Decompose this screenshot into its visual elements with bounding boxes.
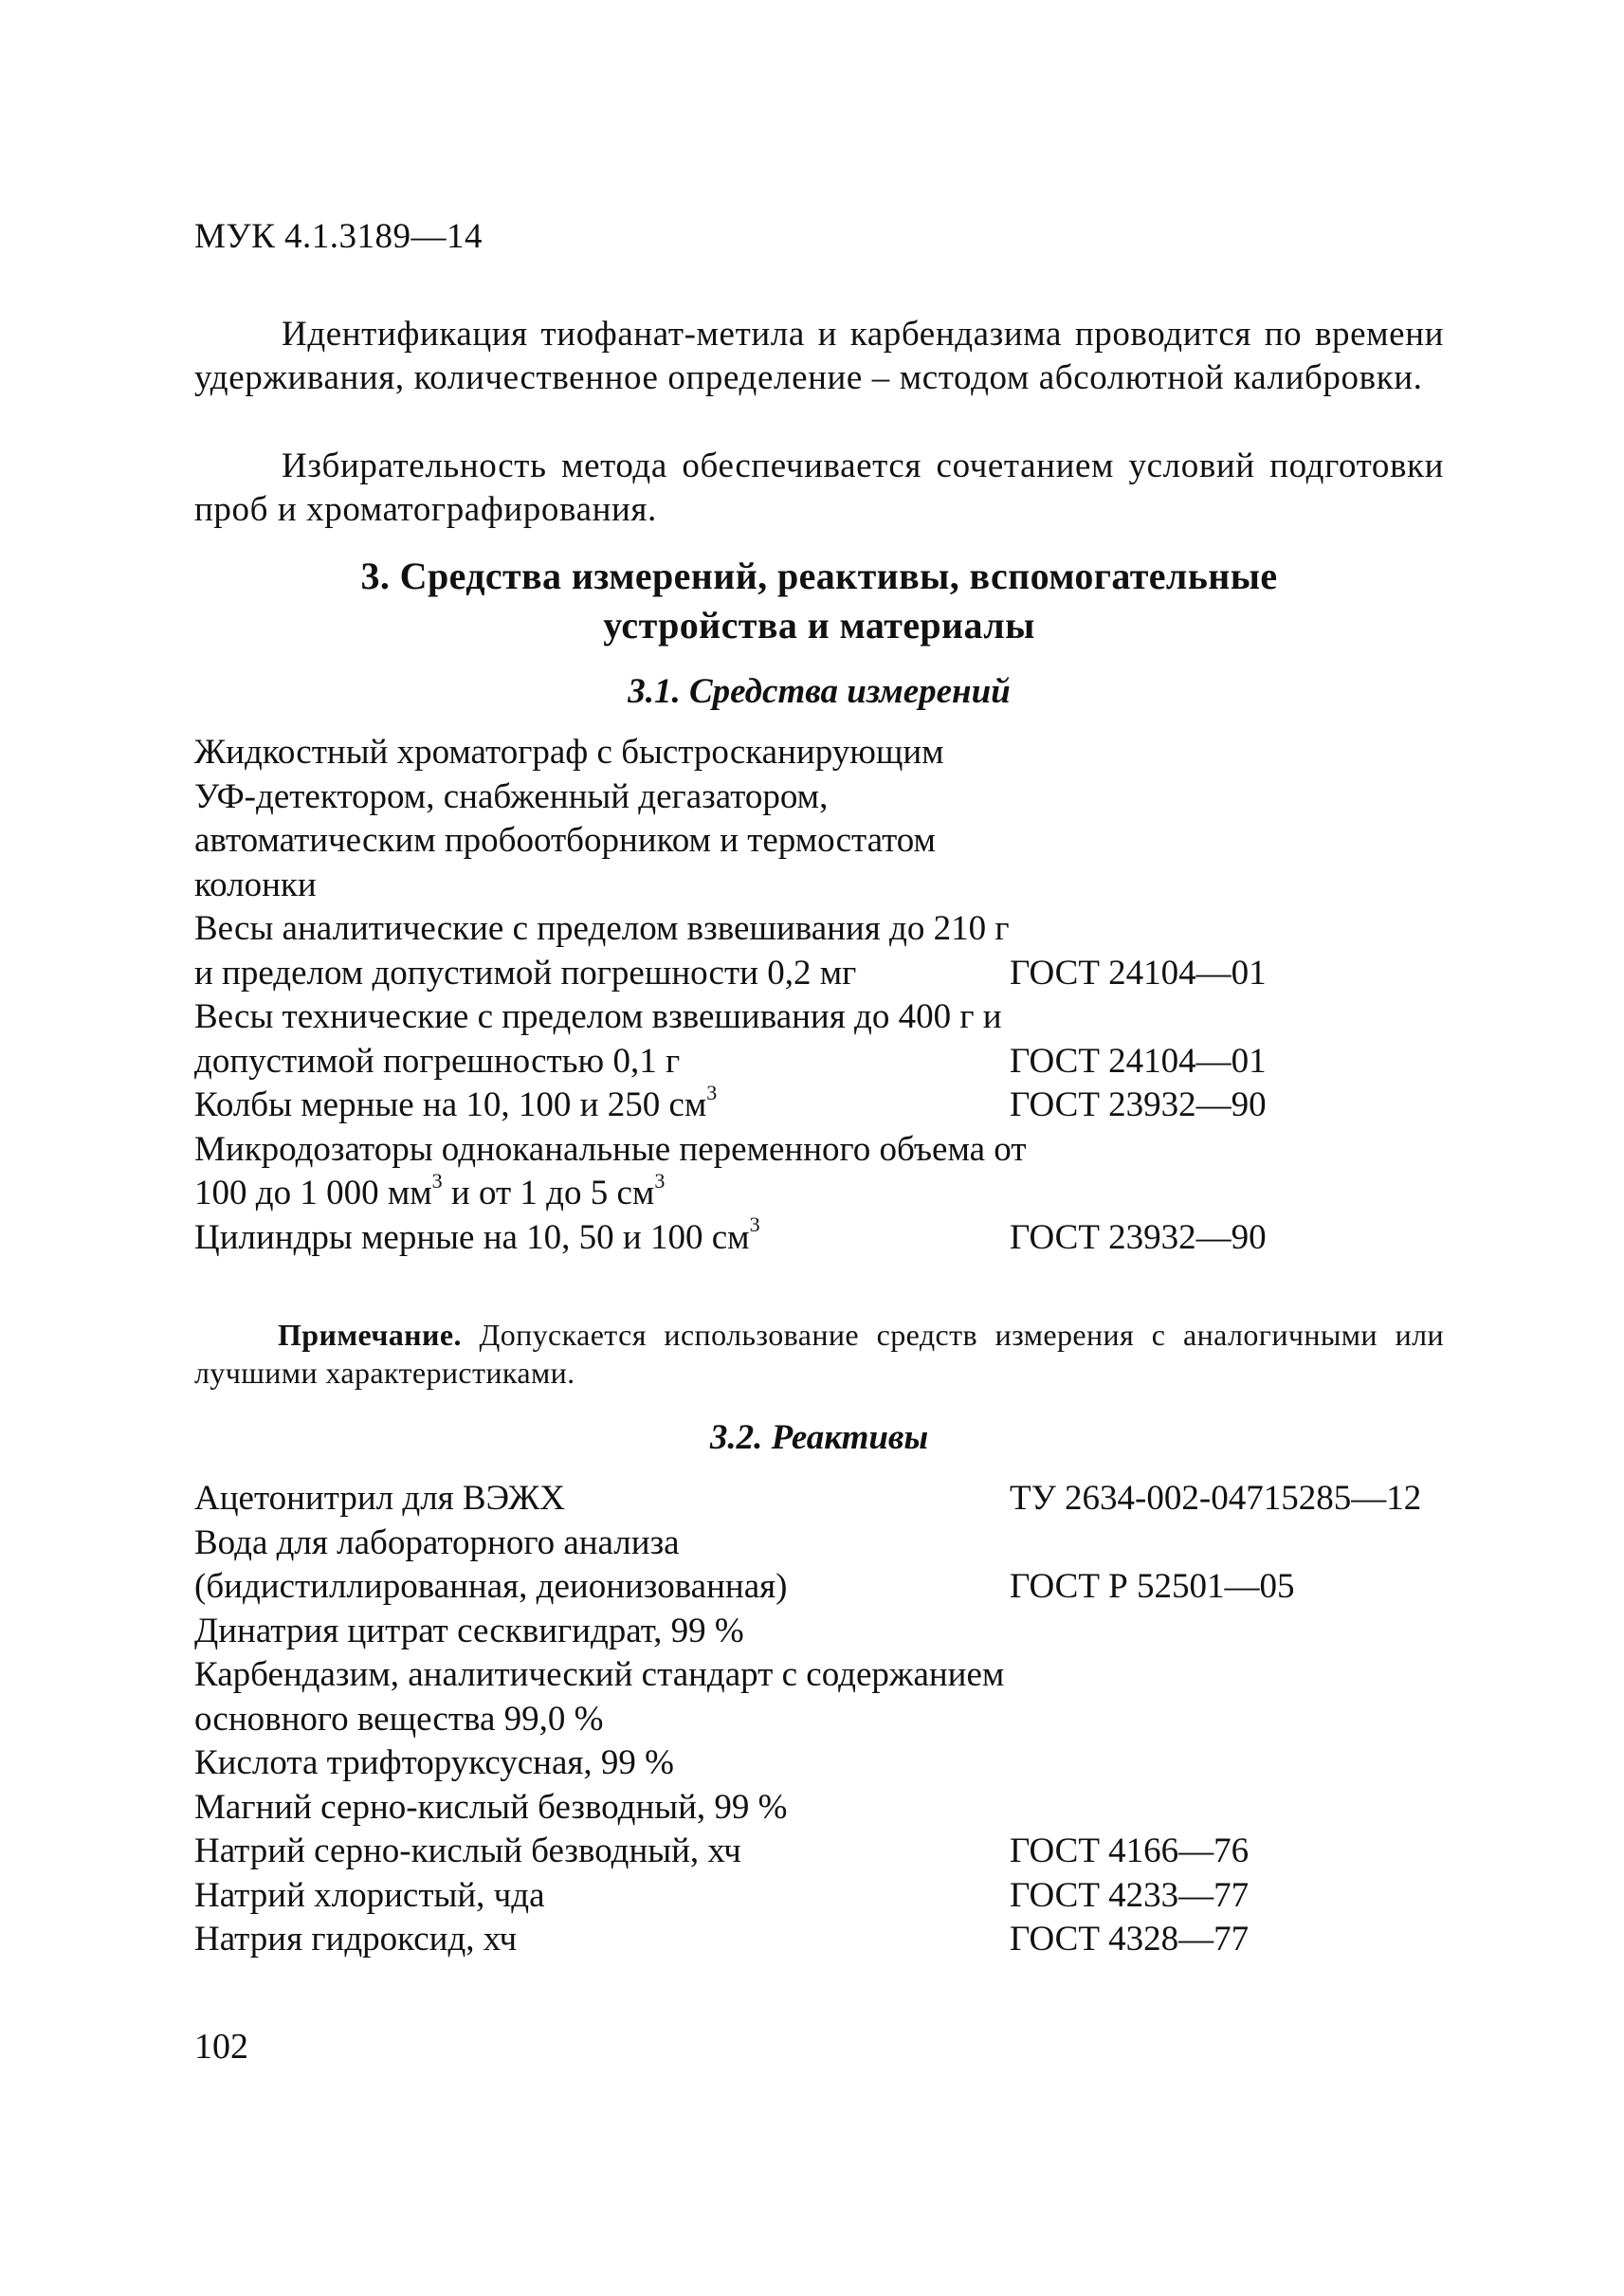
subsection-title-measurement: 3.1. Средства измерений: [628, 672, 1011, 711]
list-item: [194, 1128, 1455, 1216]
list-item: [194, 1477, 1455, 1522]
list-item: [194, 1522, 1455, 1610]
item-name: Весы технические с пределом взвешивания до 400 г и допустимой погрешностью 0,1 г: [194, 997, 1002, 1081]
reagents-list: [194, 1477, 1455, 1962]
item-name: Весы аналитические с пределом взвешивания до 210 г и пределом допустимой погрешности 0,2 мг: [194, 909, 1010, 993]
section-title-line1: 3. Средства измерений, реактивы, вспомогательные: [360, 555, 1278, 597]
item-name: Натрий хлористый, чда: [194, 1875, 545, 1915]
section-title: [194, 552, 1444, 650]
list-item: [194, 1874, 1455, 1919]
item-name-text: Микродозаторы одноканальные переменного объема от 100 до 1 000 мм: [194, 1129, 1027, 1212]
list-item: [194, 731, 1455, 907]
item-standard: ГОСТ Р 52501—05: [1010, 1567, 1295, 1606]
item-name: Жидкостный хроматограф с быстросканирующим УФ-детектором, снабженный дегазатором, автоматическим пробоотборником и термостатом колонки: [194, 733, 944, 904]
list-item: [194, 1212, 1455, 1261]
list-item: [194, 1653, 1455, 1741]
item-name: Динатрия цитрат сесквигидрат, 99 %: [194, 1611, 744, 1650]
item-name: Натрия гидроксид, хч: [194, 1920, 518, 1959]
measurement-list: [194, 731, 1455, 1260]
note-text: Допускается использование средств измерения с аналогичными или лучшими характеристиками.: [194, 1318, 1444, 1390]
list-item: [194, 1080, 1455, 1128]
list-item: [194, 1610, 1455, 1654]
item-name: Натрий серно-кислый безводный, хч: [194, 1831, 741, 1870]
superscript: 3: [749, 1212, 760, 1237]
item-name: Магний серно-кислый безводный, 99 %: [194, 1787, 788, 1827]
item-name: Карбендазим, аналитический стандарт с содержанием основного вещества 99,0 %: [194, 1655, 1005, 1739]
page-number: 102: [194, 2027, 248, 2067]
note-label: Примечание.: [278, 1318, 462, 1352]
item-name-text: Цилиндры мерные на 10, 50 и 100 см: [194, 1217, 750, 1257]
item-name: [194, 1080, 1010, 1128]
item-name-text: Колбы мерные на 10, 100 и 250 см: [194, 1085, 707, 1124]
item-name: Вода для лабораторного анализа (бидистиллированная, деионизованная): [194, 1522, 788, 1606]
list-item: [194, 1918, 1455, 1962]
paragraph-identification: Идентификация тиофанат-метила и карбендазима проводится по времени удерживания, количественное определение – мстодом абсолютной калибровки.: [194, 315, 1444, 397]
item-name-text: и от 1 до 5 см: [442, 1174, 655, 1212]
paragraph-selectivity: Избирательность метода обеспечивается сочетанием условий подготовки проб и хроматографирования.: [194, 446, 1444, 529]
list-item: [194, 1830, 1455, 1874]
section-title-line2: устройства и материалы: [603, 604, 1035, 647]
running-header: МУК 4.1.3189—14: [194, 217, 484, 256]
item-name: [194, 1212, 1010, 1261]
item-standard: ГОСТ 4328—77: [1010, 1920, 1250, 1959]
list-item: [194, 1786, 1455, 1831]
superscript: 3: [654, 1168, 666, 1193]
list-item: [194, 995, 1455, 1084]
item-name: Ацетонитрил для ВЭЖХ: [194, 1479, 565, 1518]
superscript: 3: [706, 1080, 718, 1104]
superscript: 3: [431, 1168, 443, 1193]
item-name: [194, 1128, 1029, 1216]
item-standard: ТУ 2634-002-04715285—12: [1010, 1479, 1422, 1518]
item-standard: ГОСТ 24104—01: [1010, 953, 1267, 993]
item-standard: ГОСТ 24104—01: [1010, 1041, 1267, 1081]
subsection-title-reagents: 3.2. Реактивы: [709, 1418, 929, 1457]
list-item: [194, 907, 1455, 995]
note: [194, 1316, 1444, 1392]
item-standard: ГОСТ 23932—90: [1010, 1217, 1267, 1257]
item-name: Кислота трифторуксусная, 99 %: [194, 1743, 674, 1782]
item-standard: ГОСТ 4233—77: [1010, 1875, 1250, 1915]
item-standard: ГОСТ 4166—76: [1010, 1831, 1250, 1870]
list-item: [194, 1741, 1455, 1786]
item-standard: ГОСТ 23932—90: [1010, 1085, 1267, 1124]
